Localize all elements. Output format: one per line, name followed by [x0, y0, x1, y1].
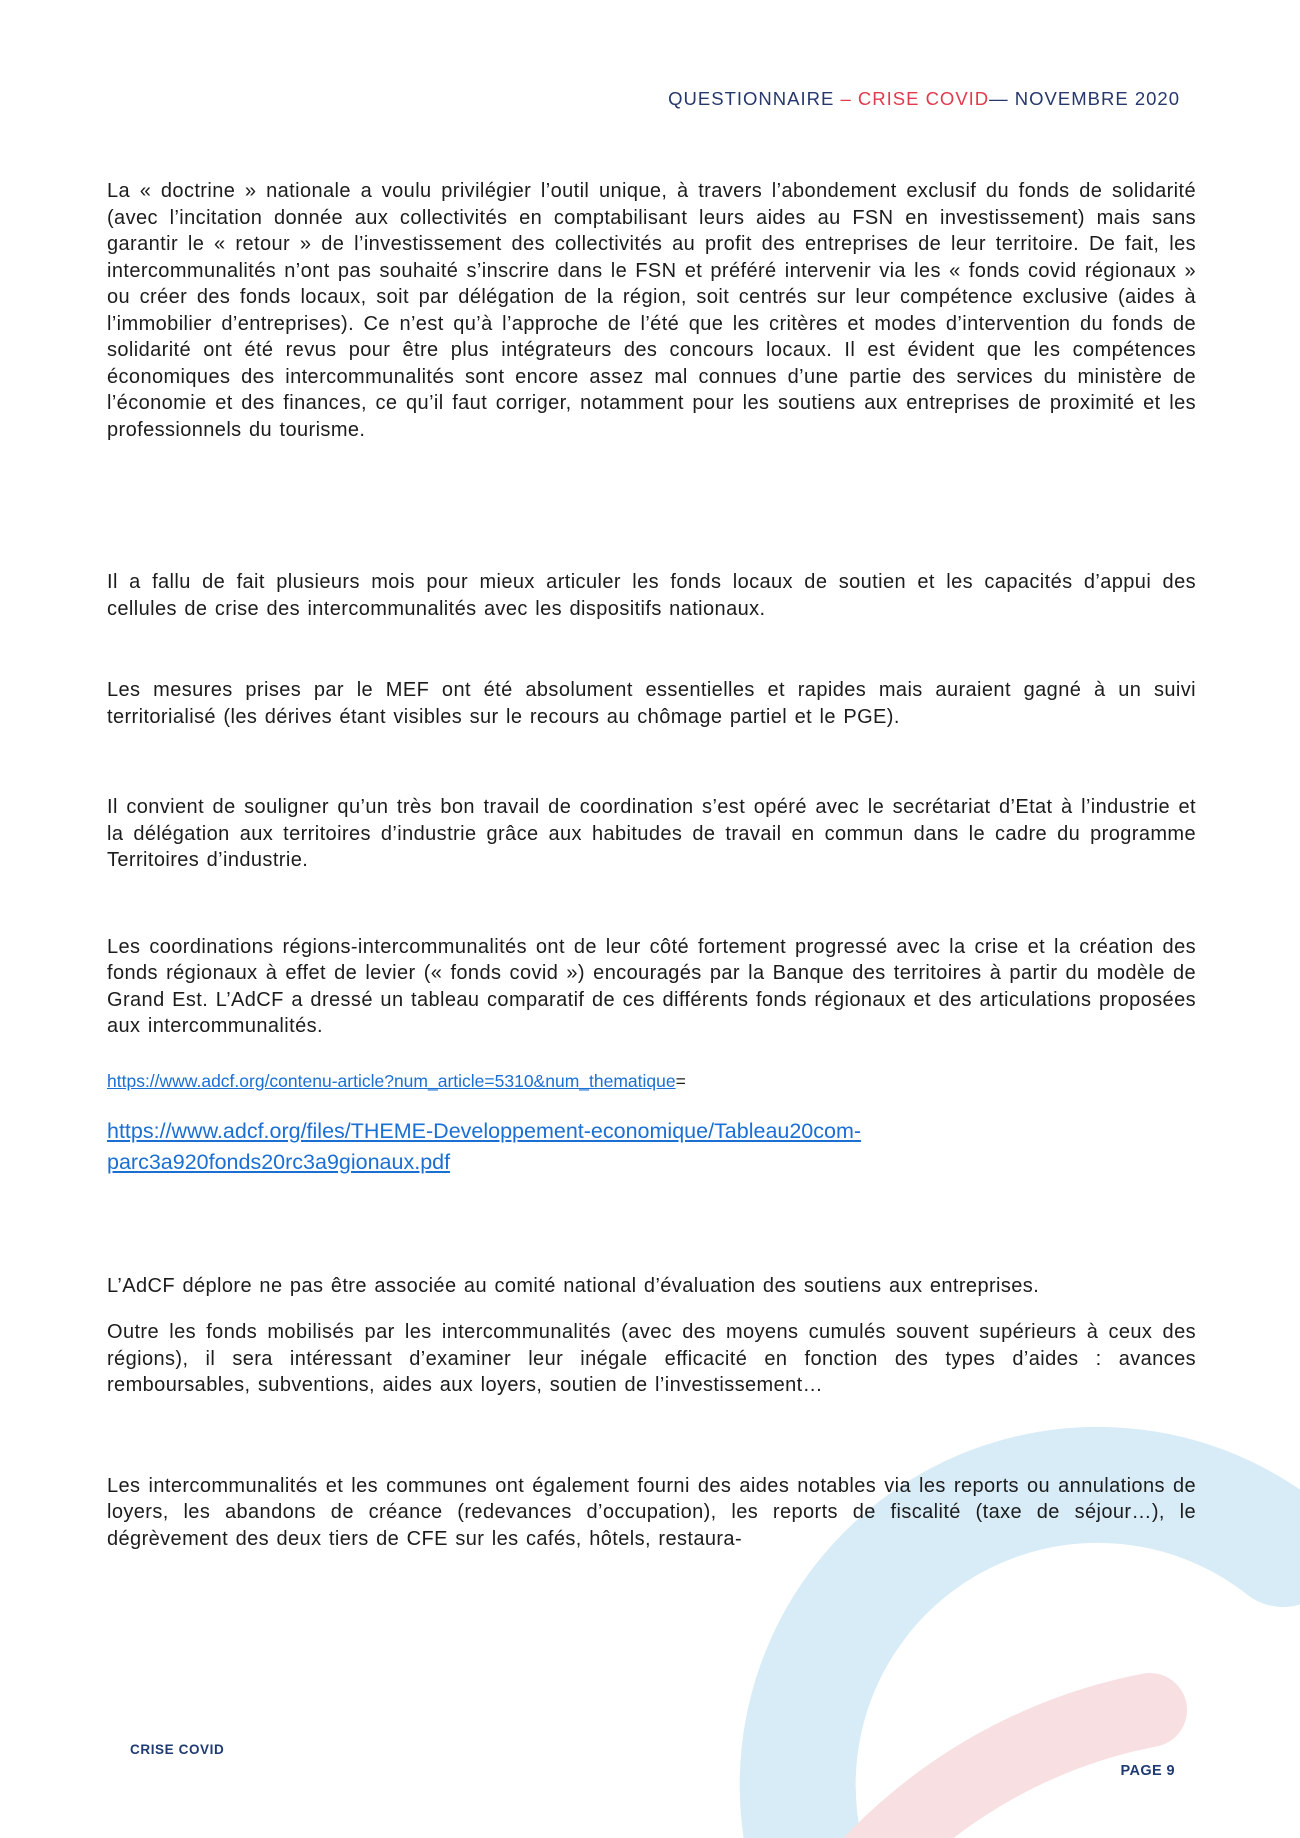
paragraph-adcf-deplore: L’AdCF déplore ne pas être associée au comité national d’évaluation des soutiens aux entreprises. — [107, 1274, 1040, 1297]
adcf-pdf-link[interactable]: https://www.adcf.org/files/THEME-Developpement-economique/Tableau20com-parc3a920fonds20rc3a9gionaux.pdf — [107, 1118, 862, 1174]
link-equals-suffix: = — [675, 1070, 686, 1091]
page-header — [668, 88, 1180, 110]
paragraph-doctrine-nationale: La « doctrine » nationale a voulu privilégier l’outil unique, à travers l’abondement exclusif du fonds de solidarité (avec l’incitation donnée aux collectivités en comptabilisant leurs aides au FSN en investissement) mais sans garantir le « retour » de l’investissement des collectivités au profit des entreprises de leur territoire. De fait, les intercommunalités n’ont pas souhaité s’inscrire dans le FSN et préféré intervenir via les « fonds covid régionaux » ou créer des fonds locaux, soit par délégation de la région, soit centrés sur leur compétence exclusive (aides à l’immobilier d’entreprises). Ce n’est qu’à l’approche de l’été que les critères et modes d’intervention du fonds de solidarité ont été revus pour être plus intégrateurs des concours locaux. Il est évident que les compétences économiques des intercommunalités sont encore assez mal connues d’une partie des services du ministère de l’économie et des finances, ce qu’il faut corriger, notamment pour les soutiens aux entreprises de proximité et les professionnels du tourisme. — [107, 180, 1196, 441]
adcf-article-link[interactable]: https://www.adcf.org/contenu-article?num_article=5310&num_thematique — [107, 1070, 676, 1091]
link-line-article — [107, 1070, 1196, 1092]
paragraph-aides-notables: Les intercommunalités et les communes ont également fourni des aides notables via les reports ou annulations de loyers, les abandons de créance (redevances d’occupation), les reports de fiscalité (taxe de séjour…), le dégrèvement des deux tiers de CFE sur les cafés, hôtels, restaura- — [107, 1474, 1196, 1550]
paragraph-fonds-mobilises: Outre les fonds mobilisés par les intercommunalités (avec des moyens cumulés souvent supérieurs à ceux des régions), il sera intéressant d’examiner leur inégale efficacité en fonction des types d’aides : avances remboursables, subventions, aides aux loyers, soutien de l’investissement… — [107, 1321, 1196, 1396]
footer-page-number: PAGE 9 — [1120, 1763, 1175, 1779]
link-line-pdf — [107, 1116, 907, 1178]
header-title-right: — NOVEMBRE 2020 — [989, 88, 1180, 109]
document-body — [0, 178, 1300, 1552]
header-title-left: QUESTIONNAIRE — [668, 88, 841, 109]
header-title-red: – CRISE COVID — [840, 88, 990, 109]
footer-section-label: CRISE COVID — [130, 1742, 225, 1757]
paragraph-coordination-industrie: Il convient de souligner qu’un très bon travail de coordination s’est opéré avec le secrétariat d’Etat à l’industrie et la délégation aux territoires d’industrie grâce aux habitudes de travail en commun dans le cadre du programme Territoires d’industrie. — [107, 796, 1196, 871]
paragraph-articulation-fonds: Il a fallu de fait plusieurs mois pour mieux articuler les fonds locaux de soutien et les capacités d’appui des cellules de crise des intercommunalités avec les dispositifs nationaux. — [107, 571, 1196, 620]
paragraph-coordinations-regions: Les coordinations régions-intercommunalités ont de leur côté fortement progressé avec la crise et la création des fonds régionaux à effet de levier (« fonds covid ») encouragés par la Banque des territoires à partir du modèle de Grand Est. L’AdCF a dressé un tableau comparatif de ces différents fonds régionaux et des articulations proposées aux intercommunalités. — [107, 935, 1196, 1037]
paragraph-mesures-mef: Les mesures prises par le MEF ont été absolument essentielles et rapides mais auraient gagné à un suivi territorialisé (les dérives étant visibles sur le recours au chômage partiel et le PGE). — [107, 679, 1196, 728]
